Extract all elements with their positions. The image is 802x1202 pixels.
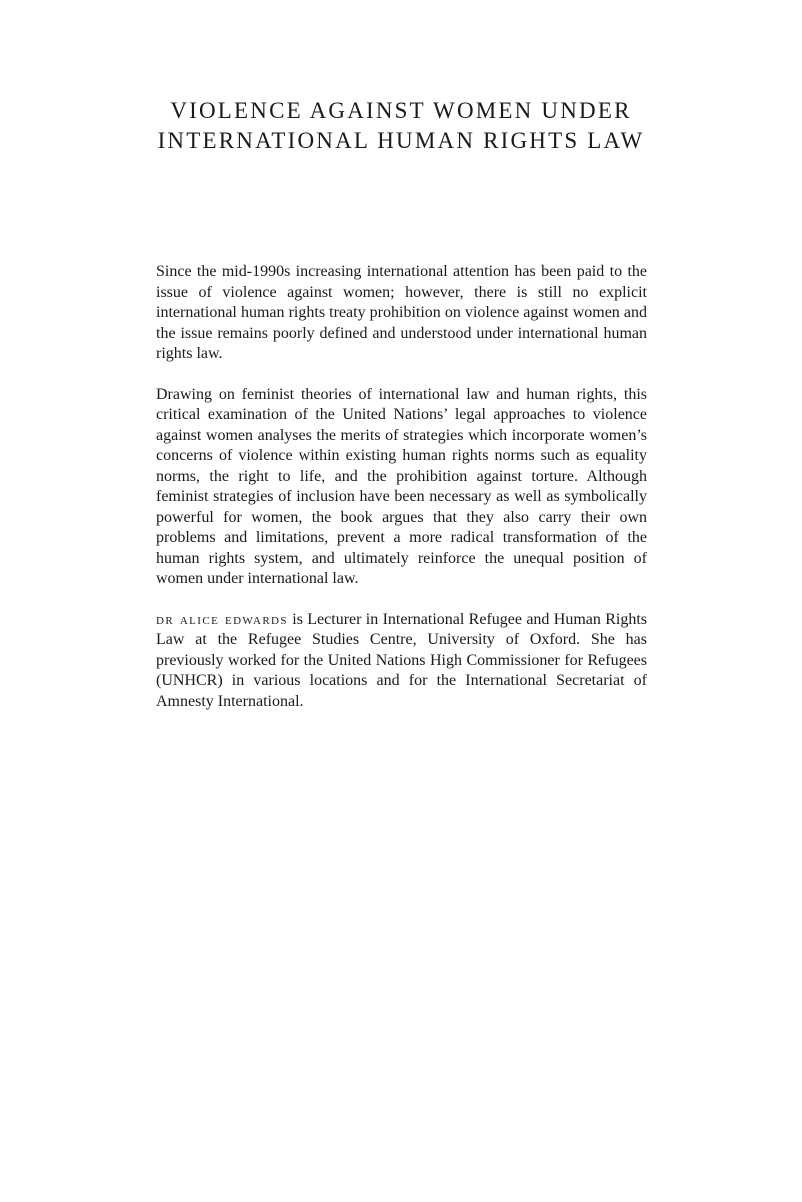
argument-paragraph: Drawing on feminist theories of international law and human rights, this critical examination of the United Nations’ legal approaches to violence against women analyses the merits of strategies which incorporate women’s concerns of violence within existing human rights norms such as equality norms, the right to life, and the prohibition against torture. Although feminist strategies of inclusion have been necessary as well as symbolically powerful for women, the book argues that they also carry their own problems and limitations, prevent a more radical transformation of the human rights system, and ultimately reinforce the unequal position of women under international law. (156, 385, 647, 587)
book-title-line-2: INTERNATIONAL HUMAN RIGHTS LAW (157, 128, 645, 153)
book-title (100, 96, 702, 156)
blurb (156, 262, 647, 732)
book-title-line-1: VIOLENCE AGAINST WOMEN UNDER (170, 98, 632, 123)
author-name: dr alice edwards (156, 610, 288, 628)
author-bio-paragraph (156, 610, 647, 713)
author-bio-text: is Lecturer in International Refugee and Human Rights Law at the Refugee Studies Centre, University of Oxford. She has previously worked for the United Nations High Commissioner for Refugees (UNHCR) in various locations and for the International Secretariat of Amnesty International. (156, 610, 647, 710)
intro-paragraph: Since the mid-1990s increasing international attention has been paid to the issue of violence against women; however, there is still no explicit international human rights treaty prohibition on violence against women and the issue remains poorly defined and understood under international human rights law. (156, 263, 647, 362)
